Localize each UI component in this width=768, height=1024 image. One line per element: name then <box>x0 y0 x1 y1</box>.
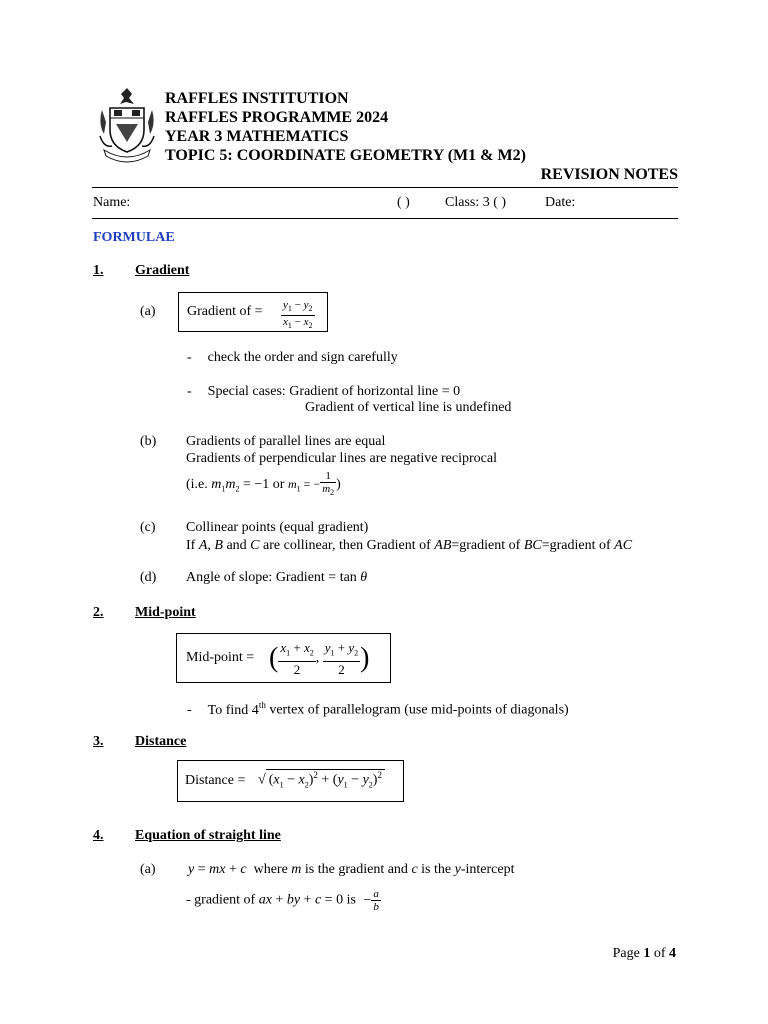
index-paren: ( ) <box>397 195 410 210</box>
equation-a-label: (a) <box>140 862 156 877</box>
midpoint-expression: ( $\frac{x_1 + x_2}{2}$ , $\frac{y_1 + y_2}{2}$ ) <box>269 640 370 677</box>
parallelogram-note: - To find 4th vertex of parallelogram (use mid-points of diagonals) <box>187 700 569 718</box>
section-title: Gradient <box>135 263 190 278</box>
special-cases-note: - Special cases: Gradient of horizontal line = 0 <box>187 384 461 399</box>
collinear-heading: Collinear points (equal gradient) <box>186 520 369 535</box>
date-label: Date: <box>545 195 576 210</box>
school-crest-logo <box>96 84 158 164</box>
formulae-heading: FORMULAE <box>93 230 175 245</box>
gradient-b-label: (b) <box>140 434 157 449</box>
special-cases-vertical: Gradient of vertical line is undefined <box>305 400 512 415</box>
subject-name: YEAR 3 MATHEMATICS <box>165 128 349 145</box>
section-number: 3. <box>93 734 104 749</box>
distance-formula-box <box>177 760 404 802</box>
gradient-a-label: (a) <box>140 304 156 319</box>
header-rule-bottom <box>92 218 678 219</box>
section-4-heading <box>93 828 281 844</box>
perpendicular-lines-text: Gradients of perpendicular lines are negative reciprocal <box>186 451 497 466</box>
section-title: Distance <box>135 734 187 749</box>
section-number: 4. <box>93 828 104 843</box>
order-note: - check the order and sign carefully <box>187 350 398 365</box>
section-number: 1. <box>93 263 104 278</box>
page-number: Page 1 of 4 <box>612 946 676 961</box>
section-1-heading <box>93 263 189 279</box>
parallel-lines-text: Gradients of parallel lines are equal <box>186 434 386 449</box>
section-title: Equation of straight line <box>135 828 281 843</box>
name-label: Name: <box>93 195 131 210</box>
perpendicular-formula: (i.e. $m_1m_2 = -1$ or $m_1$ = − $\frac{1}{m_2}$ ) <box>186 470 341 498</box>
distance-box-text: Distance = <box>185 773 246 788</box>
midpoint-box-text: Mid-point = <box>186 650 255 665</box>
class-label: Class: 3 ( ) <box>445 195 507 210</box>
document-subtitle: REVISION NOTES <box>540 166 678 183</box>
gradient-box-text: Gradient of = <box>187 304 263 319</box>
section-3-heading <box>93 734 186 750</box>
line-equation-text: y = mx + c where m is the gradient and c is the y-intercept <box>188 862 515 877</box>
section-title: Mid-point <box>135 605 196 620</box>
midpoint-formula-box <box>176 633 391 683</box>
programme-name: RAFFLES PROGRAMME 2024 <box>165 109 389 126</box>
gradient-fraction: $\frac{y_1 - y_2}{x_1 - x_2}$ <box>283 299 313 331</box>
angle-of-slope-text: Angle of slope: Gradient = tan θ <box>186 570 368 585</box>
gradient-formula-box <box>178 292 328 332</box>
section-2-heading <box>93 605 196 621</box>
student-details-row <box>93 195 678 211</box>
collinear-statement: If A, B and C are collinear, then Gradient of AB=gradient of BC=gradient of AC <box>186 538 633 553</box>
school-name: RAFFLES INSTITUTION <box>165 90 349 107</box>
section-number: 2. <box>93 605 104 620</box>
header-rule-top <box>92 187 678 188</box>
gradient-d-label: (d) <box>140 570 157 585</box>
distance-expression: √ $(x_1 - x_2)^2 + (y_1 - y_2)^2$ <box>258 769 385 789</box>
topic-title: TOPIC 5: COORDINATE GEOMETRY (M1 & M2) <box>165 147 526 164</box>
general-form-gradient-note: - gradient of ax + by + c = 0 is − $\frac{a}{b}$ <box>186 888 379 913</box>
gradient-c-label: (c) <box>140 520 156 535</box>
